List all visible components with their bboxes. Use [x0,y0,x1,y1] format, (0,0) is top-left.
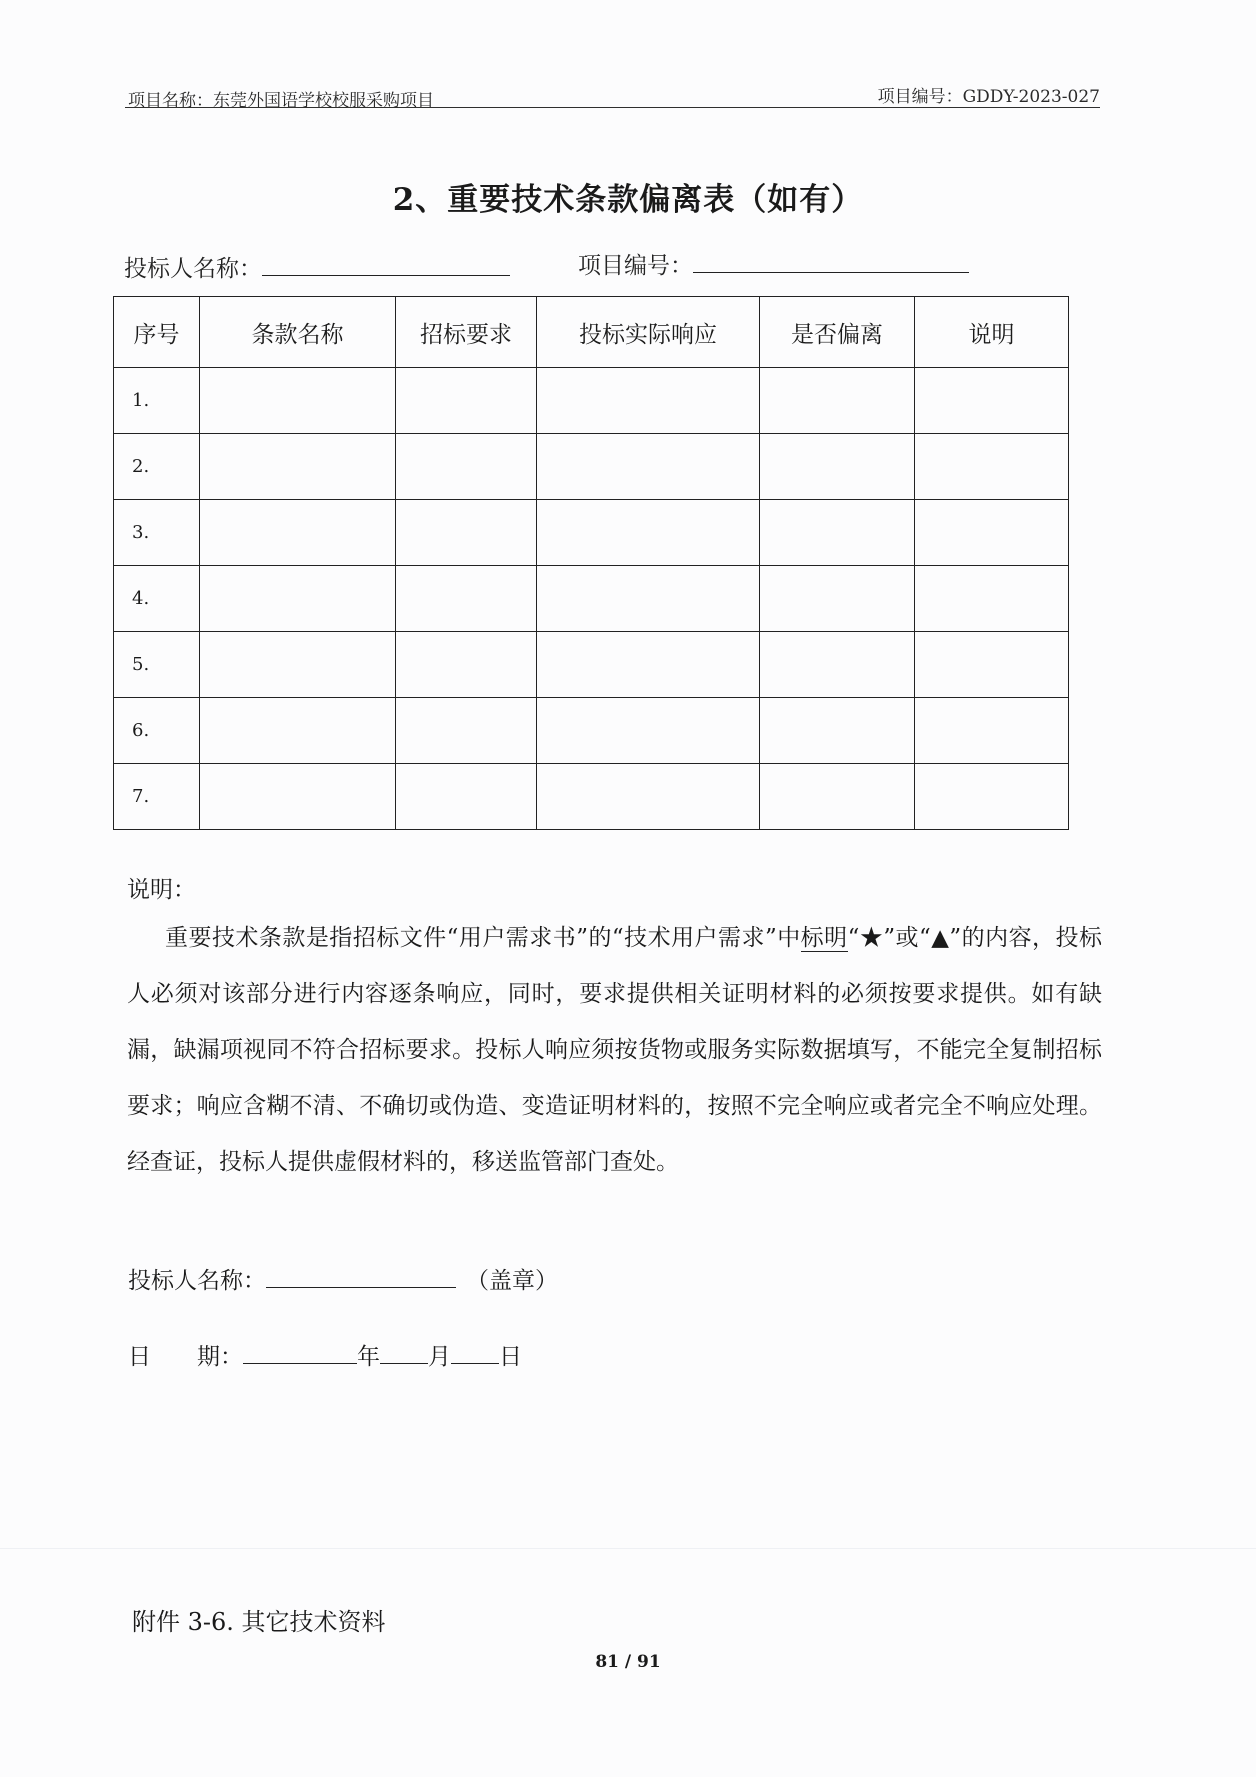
table-header-row [114,297,1069,368]
col-header-index: 序号 [114,297,200,368]
project-no-field [578,247,969,280]
cell-actual-response [537,764,760,830]
cell-remarks [915,500,1069,566]
notes-text-underlined: 标明 [800,925,848,951]
header-project-code: 项目编号：GDDY-2023-027 [877,87,1100,107]
cell-remarks [915,566,1069,632]
seal-label: （盖章） [466,1268,558,1294]
row-index: 6. [114,698,200,764]
annex-heading: 附件 3-6. 其它技术资料 [132,1608,386,1636]
date-label: 日 期： [128,1344,243,1370]
cell-deviation [760,368,915,434]
month-blank [380,1343,428,1364]
table-row [114,632,1069,698]
cell-clause-name [200,434,396,500]
page-header [125,82,1100,111]
notes-text-part2: “★”或“▲”的内容，投标人必须对该部分进行内容逐条响应，同时，要求提供相关证明材料的必须按要求提供。如有缺漏，缺漏项视同不符合招标要求。投标人响应须按货物或服务实际数据填写，不能完全复制招标要求；响应含糊不清、不确切或伪造、变造证明材料的，按照不完全响应或者完全不响应处理。经查证，投标人提供虚假材料的，移送监管部门查处。 [127,925,1102,1175]
cell-deviation [760,434,915,500]
header-project-name: 项目名称：东莞外国语学校校服采购项目 [128,91,434,111]
col-header-tender-requirement: 招标要求 [396,297,537,368]
scan-artifact-line [0,1548,1256,1549]
col-header-deviation: 是否偏离 [760,297,915,368]
year-blank [243,1343,357,1364]
row-index: 4. [114,566,200,632]
col-header-remarks: 说明 [915,297,1069,368]
signature-bidder-blank [266,1267,456,1288]
day-blank [451,1343,499,1364]
cell-tender-requirement [396,368,537,434]
cell-tender-requirement [396,764,537,830]
cell-tender-requirement [396,566,537,632]
cell-clause-name [200,368,396,434]
project-no-blank [693,252,969,273]
cell-tender-requirement [396,632,537,698]
cell-actual-response [537,368,760,434]
cell-deviation [760,764,915,830]
cell-tender-requirement [396,698,537,764]
cell-deviation [760,566,915,632]
table-row [114,368,1069,434]
cell-remarks [915,434,1069,500]
table-row [114,698,1069,764]
table-row [114,500,1069,566]
table-row [114,566,1069,632]
cell-remarks [915,698,1069,764]
cell-deviation [760,698,915,764]
deviation-table [113,296,1069,830]
notes-paragraph [127,910,1102,1190]
cell-actual-response [537,500,760,566]
cell-clause-name [200,632,396,698]
cell-tender-requirement [396,500,537,566]
row-index: 5. [114,632,200,698]
cell-actual-response [537,434,760,500]
bidder-name-field [124,250,510,283]
page-number: 81 / 91 [595,1652,661,1672]
cell-deviation [760,500,915,566]
project-no-label: 项目编号： [578,253,693,279]
cell-tender-requirement [396,434,537,500]
cell-clause-name [200,500,396,566]
cell-deviation [760,632,915,698]
table-row [114,434,1069,500]
month-label: 月 [428,1344,451,1370]
row-index: 7. [114,764,200,830]
col-header-clause-name: 条款名称 [200,297,396,368]
cell-actual-response [537,632,760,698]
table-row [114,764,1069,830]
col-header-actual-response: 投标实际响应 [537,297,760,368]
bidder-name-blank [262,255,510,276]
row-index: 1. [114,368,200,434]
page-title: 2、重要技术条款偏离表（如有） [392,182,864,218]
row-index: 2. [114,434,200,500]
row-index: 3. [114,500,200,566]
year-label: 年 [357,1344,380,1370]
cell-remarks [915,632,1069,698]
cell-remarks [915,764,1069,830]
notes-text-part1: 重要技术条款是指招标文件“用户需求书”的“技术用户需求”中 [165,925,801,951]
bidder-name-label: 投标人名称： [124,256,262,282]
header-divider [125,107,1100,108]
signature-bidder-line [128,1262,558,1295]
cell-actual-response [537,566,760,632]
day-label: 日 [499,1344,522,1370]
cell-actual-response [537,698,760,764]
cell-clause-name [200,566,396,632]
cell-remarks [915,368,1069,434]
signature-date-line [128,1338,522,1371]
notes-label: 说明： [127,877,196,903]
cell-clause-name [200,698,396,764]
cell-clause-name [200,764,396,830]
signature-bidder-label: 投标人名称： [128,1268,266,1294]
